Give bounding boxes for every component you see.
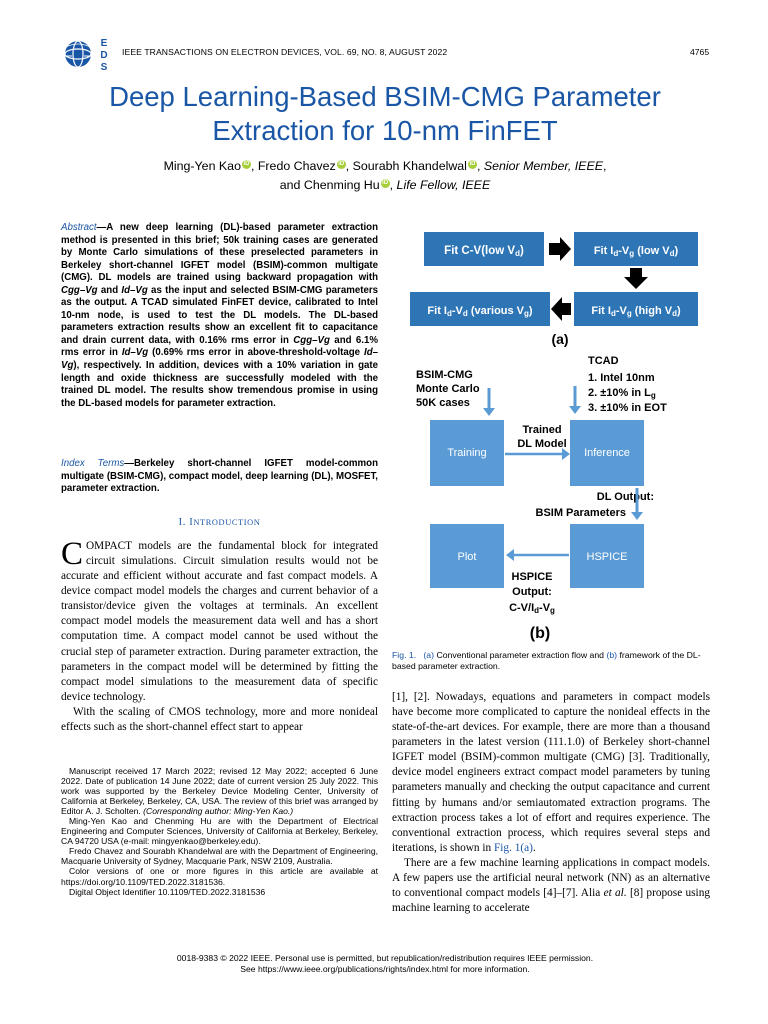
- hspice-output-label: Output:: [512, 586, 552, 598]
- affiliation: Ming-Yen Kao and Chenming Hu are with the Department of Electrical Engineering and Computer Sciences, University of California at Berkeley, Berkeley, CA 94720 USA (e-mail: mingyenkao@berkeley.edu).: [61, 816, 378, 847]
- caption-text: Conventional parameter extraction flow and: [434, 650, 607, 660]
- figure-1: [392, 228, 710, 646]
- first-page-footnote: [61, 766, 378, 897]
- fit-id-vd-label: Fit Id-Vd (various Vg): [427, 305, 533, 318]
- svg-text:D: D: [100, 50, 108, 61]
- author-role: Life Fellow, IEEE: [396, 178, 491, 192]
- plot-label: Plot: [457, 551, 477, 563]
- arrow-right-icon: [549, 237, 571, 261]
- caption-ref-a[interactable]: (a): [423, 650, 435, 660]
- section-heading: [61, 517, 378, 528]
- orcid-icon[interactable]: iD: [382, 180, 389, 186]
- abstract-text: and: [97, 284, 122, 296]
- author-role: Senior Member, IEEE: [483, 159, 603, 173]
- section-title-rest: NTRODUCTION: [193, 518, 261, 527]
- introduction-body: [61, 536, 378, 735]
- author-list: Ming-Yen Kao iD , Fredo Chavez iD , Sourabh Khandelwal iD , Senior Member, IEEE, and Chenming Hu iD , Life Fellow, IEEE: [163, 159, 607, 192]
- affiliation: Fredo Chavez and Sourabh Khandelwal are with the Department of Engineering, Macquarie University of Sydney, Macquarie Park, NSW 2109, Australia.: [61, 846, 378, 867]
- author-name: Sourabh Khandelwal: [352, 159, 467, 173]
- trained-model-label: DL Model: [517, 438, 567, 450]
- tcad-item: 1. Intel 10nm: [588, 372, 655, 384]
- section-number: I.: [178, 517, 186, 528]
- monte-carlo-label: Monte Carlo: [416, 383, 480, 395]
- cases-label: 50K cases: [416, 397, 470, 409]
- punctuation: .: [532, 841, 536, 854]
- orcid-icon[interactable]: iD: [243, 161, 250, 167]
- math-id-vg: Id–Vg: [121, 284, 148, 296]
- fit-id-vg-low-label: Fit Id-Vg (low Vd): [593, 245, 679, 258]
- math-cgg-vg: Cgg–Vg: [293, 334, 330, 346]
- arrow-left-icon: [551, 297, 571, 321]
- page-number: 4765: [690, 47, 710, 57]
- hspice-output-label: C-V/Id-Vg: [509, 602, 555, 615]
- body-paragraph: There are a few machine learning applications in compact models. A few papers use the artificial neural network (NN) as an alternative to conventional compact models [4]–[7]. Alia: [392, 856, 710, 900]
- color-note: Color versions of one or more figures in this article are available at https://doi.org/10.1109/TED.2022.3181536.: [61, 866, 378, 887]
- index-terms-label: Index Terms: [61, 458, 125, 469]
- arrow-head-icon: [631, 512, 643, 520]
- abstract-label: Abstract: [61, 222, 97, 233]
- orcid-icon[interactable]: iD: [338, 161, 345, 167]
- page-header: [0, 0, 768, 72]
- manuscript-info: Manuscript received 17 March 2022; revised 12 May 2022; accepted 6 June 2022. Date of publication 14 June 2022; date of current version 25 July 2022. This work was supported by the Berkeley Device Modeling Center, University of California at Berkeley, Berkeley, CA, USA. The review of this brief was arranged by Editor A. J. Scholten.: [61, 766, 378, 817]
- author-name: Fredo Chavez: [257, 159, 336, 173]
- hspice-output-label: HSPICE: [511, 571, 553, 583]
- dl-output-label: DL Output:: [596, 491, 654, 503]
- caption-text: framework of the DL-based parameter extraction.: [392, 650, 701, 671]
- tcad-item: 3. ±10% in EOT: [588, 402, 667, 414]
- abstract-text: and 6.1% rms error in: [61, 334, 379, 359]
- math-id-vg: Id–Vg: [121, 347, 149, 359]
- math-cgg-vg: Cgg–Vg: [61, 284, 98, 296]
- intro-paragraph: With the scaling of CMOS technology, more and more nonideal effects such as the short-channel effect start to appear: [61, 705, 378, 733]
- figure-part-a-label: (a): [551, 331, 569, 347]
- abstract: [61, 222, 378, 410]
- bsim-cmg-label: BSIM-CMG: [416, 369, 473, 381]
- title-line-1: Deep Learning-Based BSIM-CMG Parameter: [109, 81, 661, 112]
- copyright-footer: [40, 953, 730, 975]
- corresponding-author: (Corresponding author: Ming-Yen Kao.): [143, 806, 294, 817]
- math-id-vg: Id–Vg: [61, 347, 378, 372]
- caption-ref-b[interactable]: (b): [606, 650, 618, 660]
- svg-text:E: E: [100, 38, 108, 49]
- intro-paragraph: OMPACT models are the fundamental block for integrated circuit simulations. Circuit simulation results would not be accurate and efficient without accurate and fast compact models. A device compact model models the charges and current behavior of a transistor/device given the voltages at terminals. An excellent compact model models the measurement data well and has a short computation time. A compact model cannot be used without the crucial step of parameter extraction. During parameter extraction, the parameters in the compact model will be determined by fitting the compact model simulations to the measurement data of specific device technology.: [61, 540, 378, 703]
- figure-1-diagram: [392, 228, 710, 646]
- rights-link-line[interactable]: See https://www.ieee.org/publications/rights/index.html for more information.: [240, 964, 530, 974]
- abstract-text: (0.69% rms error in above-threshold-voltage: [148, 347, 364, 359]
- index-terms: [61, 458, 378, 496]
- training-label: Training: [447, 447, 487, 459]
- author-name: Ming-Yen Kao: [163, 159, 241, 173]
- hspice-label: HSPICE: [586, 551, 628, 563]
- figure-part-b-label: (b): [529, 625, 551, 642]
- eds-logo: [60, 34, 118, 74]
- title-line-2: Extraction for 10-nm FinFET: [212, 115, 558, 146]
- section-title-first: I: [189, 517, 194, 528]
- abstract-text: as the input and selected BSIM-CMG parameters as the output. A TCAD simulated FinFET device, calibrated to Intel 10-nm node, is used to test the DL models. The DL-based parameters extraction results show an excellent fit to capacitance and drain current data, with 0.16% rms error in: [61, 284, 378, 346]
- doi: Digital Object Identifier 10.1109/TED.2022.3181536: [69, 886, 266, 897]
- svg-text:S: S: [100, 62, 108, 73]
- fit-cv-label: Fit C-V(low Vd): [444, 245, 524, 258]
- drop-cap: C: [61, 536, 84, 572]
- index-terms-text: —Berkeley short-channel IGFET model-common multigate (BSIM-CMG), compact model, deep learning (DL), MOSFET, parameter extraction.: [61, 458, 378, 495]
- figure-number: Fig. 1.: [392, 650, 417, 660]
- et-al: et al.: [603, 887, 627, 900]
- body-paragraph: [8] propose using machine learning to accelerate: [392, 887, 710, 915]
- author-prefix: and: [279, 178, 304, 192]
- tcad-label: TCAD: [588, 355, 619, 367]
- trained-model-label: Trained: [522, 424, 562, 436]
- body-paragraph: [1], [2]. Nowadays, equations and parameters in compact models have become more complicated to capture the nonideal effects in the state-of-the-art devices. For example, there are more than a thousand parameters in the latest version (111.1.0) of Berkeley short-channel IGFET model (BSIM)-common multigate (CMG) [3]. Traditionally, device model engineers extract compact model parameters by tuning parameters manually and checking the output capacitance and current fitting by humans and/or semiautomated extraction programs. The extraction process takes a lot of effort and requires experience. The conventional extraction process, which requires several steps and iterations, is shown in: [392, 691, 710, 854]
- figure-caption: [392, 650, 710, 671]
- journal-info: IEEE TRANSACTIONS ON ELECTRON DEVICES, VOL. 69, NO. 8, AUGUST 2022: [122, 47, 448, 57]
- arrow-down-icon: [624, 268, 648, 289]
- abstract-text: ), respectively. In addition, devices with a 10% variation in gate length and oxide thickness are successfully modeled with the trained DL model. The results show tremendous promise in using the DL-based models for parameter extraction.: [61, 360, 378, 409]
- fit-id-vg-high-label: Fit Id-Vg (high Vd): [591, 305, 681, 318]
- arrow-head-icon: [506, 549, 514, 561]
- bsim-parameters-label: BSIM Parameters: [535, 507, 626, 519]
- tcad-item: 2. ±10% in Lg: [588, 387, 656, 400]
- author-name: Chenming Hu: [303, 178, 380, 192]
- arrow-head-icon: [569, 406, 581, 414]
- inference-label: Inference: [584, 447, 630, 459]
- copyright-line: 0018-9383 © 2022 IEEE. Personal use is permitted, but republication/redistribution requires IEEE permission.: [176, 953, 594, 963]
- paper-title: [40, 80, 730, 148]
- orcid-icon[interactable]: iD: [469, 161, 476, 167]
- figure-reference-link[interactable]: Fig. 1(a): [493, 841, 533, 854]
- abstract-text: —A new deep learning (DL)-based parameter extraction method is presented in this brief; 50k training cases are generated by Monte Carlo simulations of these preselected parameters in Berkeley short-channel IGFET model (BSIM)-common multigate (CMG). DL models are trained using backward propagation with: [61, 222, 378, 284]
- arrow-head-icon: [483, 408, 495, 416]
- right-column-body: [392, 690, 710, 916]
